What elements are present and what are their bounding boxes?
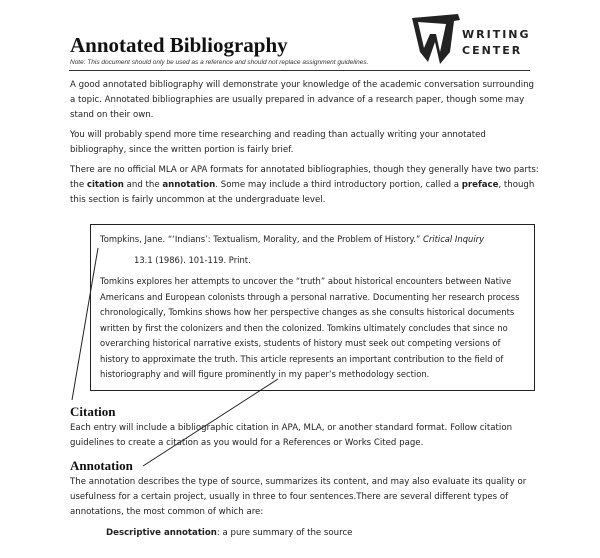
- example-citation: Tompkins, Jane. “‘Indians’: Textualism, Morality, and the Problem of History.” Critical Inquiry: [100, 234, 485, 244]
- annotation-heading: Annotation: [70, 458, 133, 473]
- disclaimer-note: Note: This document should only be used as a reference and should not replace assignment guidelines.: [70, 59, 369, 66]
- intro-paragraph-2: You will probably spend more time researching and reading than actually writing your annotated bibliography, since the written portion is fairly brief.: [70, 130, 486, 155]
- intro-paragraph-3: There are no official MLA or APA formats for annotated bibliographies, though they generally have two parts: the citation and the annotation. Some may include a third introductory portion, called a preface, though this section is fairly uncommon at the undergraduate level.: [70, 165, 539, 205]
- citation-body: Each entry will include a bibliographic citation in APA, MLA, or another standard format. Follow citation guidelines to create a citation as you would for a References or Works Cited page.: [70, 423, 513, 448]
- page-title: Annotated Bibliography: [70, 33, 288, 57]
- intro-paragraph-1: A good annotated bibliography will demonstrate your knowledge of the academic conversation surrounding a topic. Annotated bibliographies are usually prepared in advance of a research paper, though some may stand on their own.: [70, 80, 534, 120]
- citation-heading: Citation: [70, 404, 116, 419]
- logo-text-writing: WRITING: [462, 28, 531, 41]
- annotation-body: The annotation describes the type of source, summarizes its content, and may also evaluate its quality or usefulness for a certain project, usually in three to four sentences.There are several different types of annotations, the most common of which are:: [70, 477, 527, 517]
- example-citation-continued: 13.1 (1986). 101-119. Print.: [134, 255, 251, 265]
- descriptive-annotation-item: Descriptive annotation: a pure summary of the source: [106, 528, 353, 538]
- example-annotation: Tomkins explores her attempts to uncover the “truth” about historical encounters between Native Americans and European colonists through a personal narrative. Documenting her research process chronologically, Tomkins shows how her perspective changes as she consults historical documents written by first the colonizers and then the colonized. Tomkins ultimately concludes that since no overarching historical narrative exists, students of history must seek out competing versions of history to approximate the truth. This article represents an important contribution to the field of historiography and will figure prominently in my paper’s methodology section.: [100, 276, 520, 379]
- logo-text-center: CENTER: [462, 44, 523, 57]
